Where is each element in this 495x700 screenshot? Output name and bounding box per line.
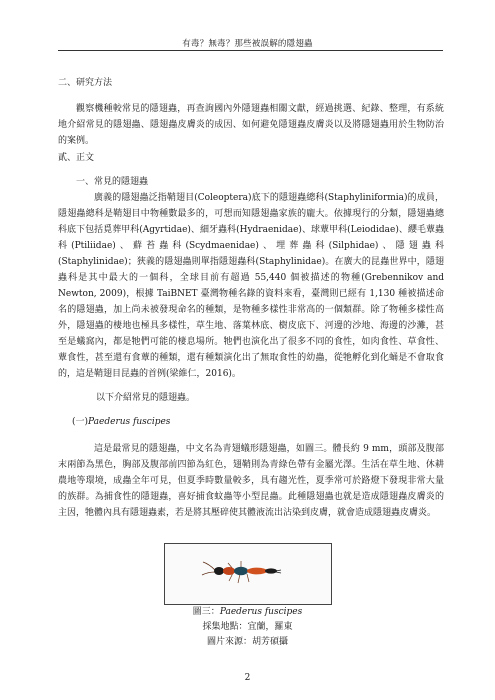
methods-paragraph: 觀察機種較常見的隱翅蟲，再查詢國內外隱翅蟲相關文獻，經過挑選、紀錄、整理，有系統地介紹常見的隱翅蟲、隱翅蟲皮膚炎的成因、如何避免隱翅蟲皮膚炎以及將隱翅蟲用於生物防治的案例。 <box>58 104 444 146</box>
species-paragraph: 這是最常見的隱翅蟲，中文名為青翅蟻形隱翅蟲，如圖三。體長約 9 mm，頭部及腹部末兩節為黑色，胸部及腹部前四節為紅色，翅鞘則為青綠色帶有金屬光澤。生活在草生地、休耕農地等環境，成蟲全年可見，但夏季時數量較多，具有趨光性，夏季常可於路燈下發現非常大量的族群。為捕食性的隱翅蟲，喜好捕食蚊蟲等小型昆蟲。此種隱翅蟲也就是造成隱翅蟲皮膚炎的主因，牠體內具有隱翅蟲素，若是將其壓碎使其體液流出沾染到皮膚，就會造成隱翅蟲皮膚炎。 <box>58 444 444 518</box>
species-heading <box>72 416 170 428</box>
figure-source: 圖片來源：胡芳碩攝 <box>206 637 288 647</box>
beetle-photo <box>164 543 332 605</box>
figure-caption-name: Paederus fuscipes <box>219 607 303 617</box>
intro-sentence: 以下介紹常見的隱翅蟲。 <box>96 393 196 403</box>
species-name: Paederus fuscipes <box>88 417 171 427</box>
figure-caption <box>0 606 495 619</box>
common-beetles-paragraph: 廣義的隱翅蟲泛指鞘翅目(Coleoptera)底下的隱翅蟲總科(Staphyliniformia)的成員，隱翅蟲總科是鞘翅目中物種數最多的，可想而知隱翅蟲家族的龐大。依據現行的分類，隱翅蟲總科底下包括覓葬甲科(Agyrtidae)、細牙蟲科(Hydraenidae)、球蕈甲科(Leiodidae)、纓毛蕈蟲科(Ptiliidae)、蘚苔蟲科(Scydmaenidae)、埋葬蟲科(Silphidae)、隱翅蟲科(Staphylinidae)；狹義的隱翅蟲則單指隱翅蟲科(Staphylinidae)。在廣大的昆蟲世界中，隱翅蟲科是其中最大的一個科，全球目前有超過 55,440 個被描述的物種(Grebennikov and Newton, 2009)，根據 TaiBNET 臺灣物種名錄的資料來看，臺灣則已經有 1,130 種被描述命名的隱翅蟲，加上尚未被發現命名的種類，是物種多樣性非常高的一個類群。除了物種多樣性高外，隱翅蟲的棲地也極具多樣性，草生地、落葉林底、樹皮底下、河邊的沙地、海邊的沙灘，甚至是蟻窩內，都是牠們可能的棲息場所。牠們也演化出了很多不同的食性，如肉食性、草食性、蕈食性，甚至還有食蕈的種類，還有種類演化出了無取食性的幼蟲，從牠孵化到化蛹是不會取食的，這是鞘翅目昆蟲的首例(梁維仁，2016)。 <box>58 193 444 379</box>
body-heading: 貳、正文 <box>58 153 95 163</box>
rove-beetle-illustration <box>165 544 331 604</box>
figure-caption-prefix: 圖三： <box>192 607 220 617</box>
page-number: 2 <box>244 673 251 683</box>
running-header: 有毒？無毒？那些被誤解的隱翅蟲 <box>182 39 313 49</box>
figure-location: 採集地點：宜蘭，羅東 <box>202 622 293 632</box>
methods-heading: 二、研究方法 <box>58 78 113 88</box>
header-rule <box>58 50 443 51</box>
common-beetles-subheading: 一、常見的隱翅蟲 <box>76 177 149 187</box>
species-number: (一) <box>72 417 89 427</box>
